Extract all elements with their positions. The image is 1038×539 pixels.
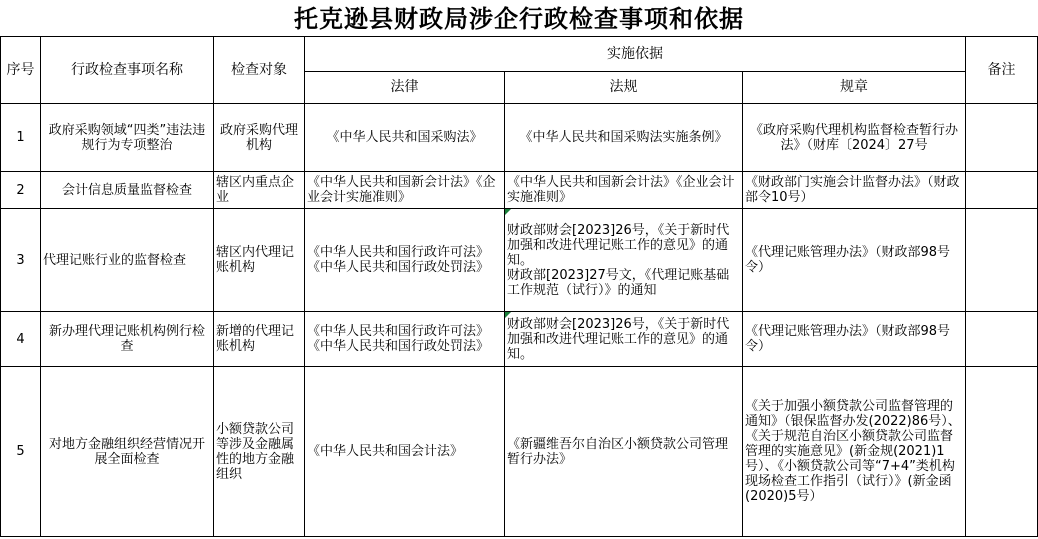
header-rule: 规章 <box>743 72 966 104</box>
cell-item: 代理记账行业的监督检查 <box>41 209 214 312</box>
regulation-line-1: 财政部财会[2023]26号，《关于新时代加强和改进代理记账工作的意见》的通知。 <box>507 222 730 268</box>
inspection-table <box>0 36 1038 537</box>
header-law: 法律 <box>305 72 505 104</box>
cell-law: 《中华人民共和国采购法》 <box>305 104 505 172</box>
cell-seq: 1 <box>1 104 41 172</box>
header-item: 行政检查事项名称 <box>41 37 214 104</box>
table-row <box>1 172 1038 209</box>
table-row <box>1 104 1038 172</box>
cell-rule: 《代理记账管理办法》（财政部98号令） <box>743 209 966 312</box>
cell-rule: 《政府采购代理机构监督检查暂行办法》（财库〔2024〕27号 <box>743 104 966 172</box>
cell-rule: 《财政部门实施会计监督办法》（财政部令10号） <box>743 172 966 209</box>
regulation-line-2: 财政部[2023]27号文，《代理记账基础工作规范（试行）》的通知 <box>507 267 730 298</box>
cell-regulation: 《新疆维吾尔自治区小额贷款公司管理暂行办法》 <box>505 367 743 537</box>
cell-seq: 3 <box>1 209 41 312</box>
cell-regulation <box>505 209 743 312</box>
cell-note <box>966 172 1038 209</box>
cell-law: 《中华人民共和国新会计法》《企业会计实施准则》 <box>305 172 505 209</box>
table-row <box>1 312 1038 367</box>
header-basis: 实施依据 <box>305 37 966 72</box>
cell-note <box>966 367 1038 537</box>
cell-law: 《中华人民共和国会计法》 <box>305 367 505 537</box>
cell-regulation: 财政部财会[2023]26号，《关于新时代加强和改进代理记账工作的意见》的通知。 <box>505 312 743 367</box>
cell-law: 《中华人民共和国行政许可法》《中华人民共和国行政处罚法》 <box>305 209 505 312</box>
cell-note <box>966 312 1038 367</box>
cell-target: 辖区内代理记账机构 <box>214 209 305 312</box>
cell-item: 对地方金融组织经营情况开展全面检查 <box>41 367 214 537</box>
table-row <box>1 367 1038 537</box>
header-note: 备注 <box>966 37 1038 104</box>
header-seq: 序号 <box>1 37 41 104</box>
cell-target: 小额贷款公司等涉及金融属性的地方金融组织 <box>214 367 305 537</box>
cell-target: 政府采购代理机构 <box>214 104 305 172</box>
cell-law: 《中华人民共和国行政许可法》《中华人民共和国行政处罚法》 <box>305 312 505 367</box>
cell-item: 会计信息质量监督检查 <box>41 172 214 209</box>
cell-item: 政府采购领域“四类”违法违规行为专项整治 <box>41 104 214 172</box>
cell-seq: 4 <box>1 312 41 367</box>
cell-target: 辖区内重点企业 <box>214 172 305 209</box>
cell-seq: 2 <box>1 172 41 209</box>
cell-target: 新增的代理记账机构 <box>214 312 305 367</box>
cell-note <box>966 104 1038 172</box>
cell-seq: 5 <box>1 367 41 537</box>
header-target: 检查对象 <box>214 37 305 104</box>
table-row <box>1 209 1038 312</box>
header-regulation: 法规 <box>505 72 743 104</box>
cell-rule: 《代理记账管理办法》（财政部98号令） <box>743 312 966 367</box>
page-title: 托克逊县财政局涉企行政检查事项和依据 <box>294 5 744 33</box>
cell-regulation: 《中华人民共和国采购法实施条例》 <box>505 104 743 172</box>
cell-regulation: 《中华人民共和国新会计法》《企业会计实施准则》 <box>505 172 743 209</box>
cell-item: 新办理代理记账机构例行检查 <box>41 312 214 367</box>
cell-rule: 《关于加强小额贷款公司监督管理的通知》（银保监督办发(2022)86号）、《关于规范自治区小额贷款公司监督管理的实施意见》(新金规(2021)1号）、《小额贷款公司等“7+4”类机构现场检查工作指引（试行）》(新金函(2020)5号） <box>743 367 966 537</box>
cell-note <box>966 209 1038 312</box>
